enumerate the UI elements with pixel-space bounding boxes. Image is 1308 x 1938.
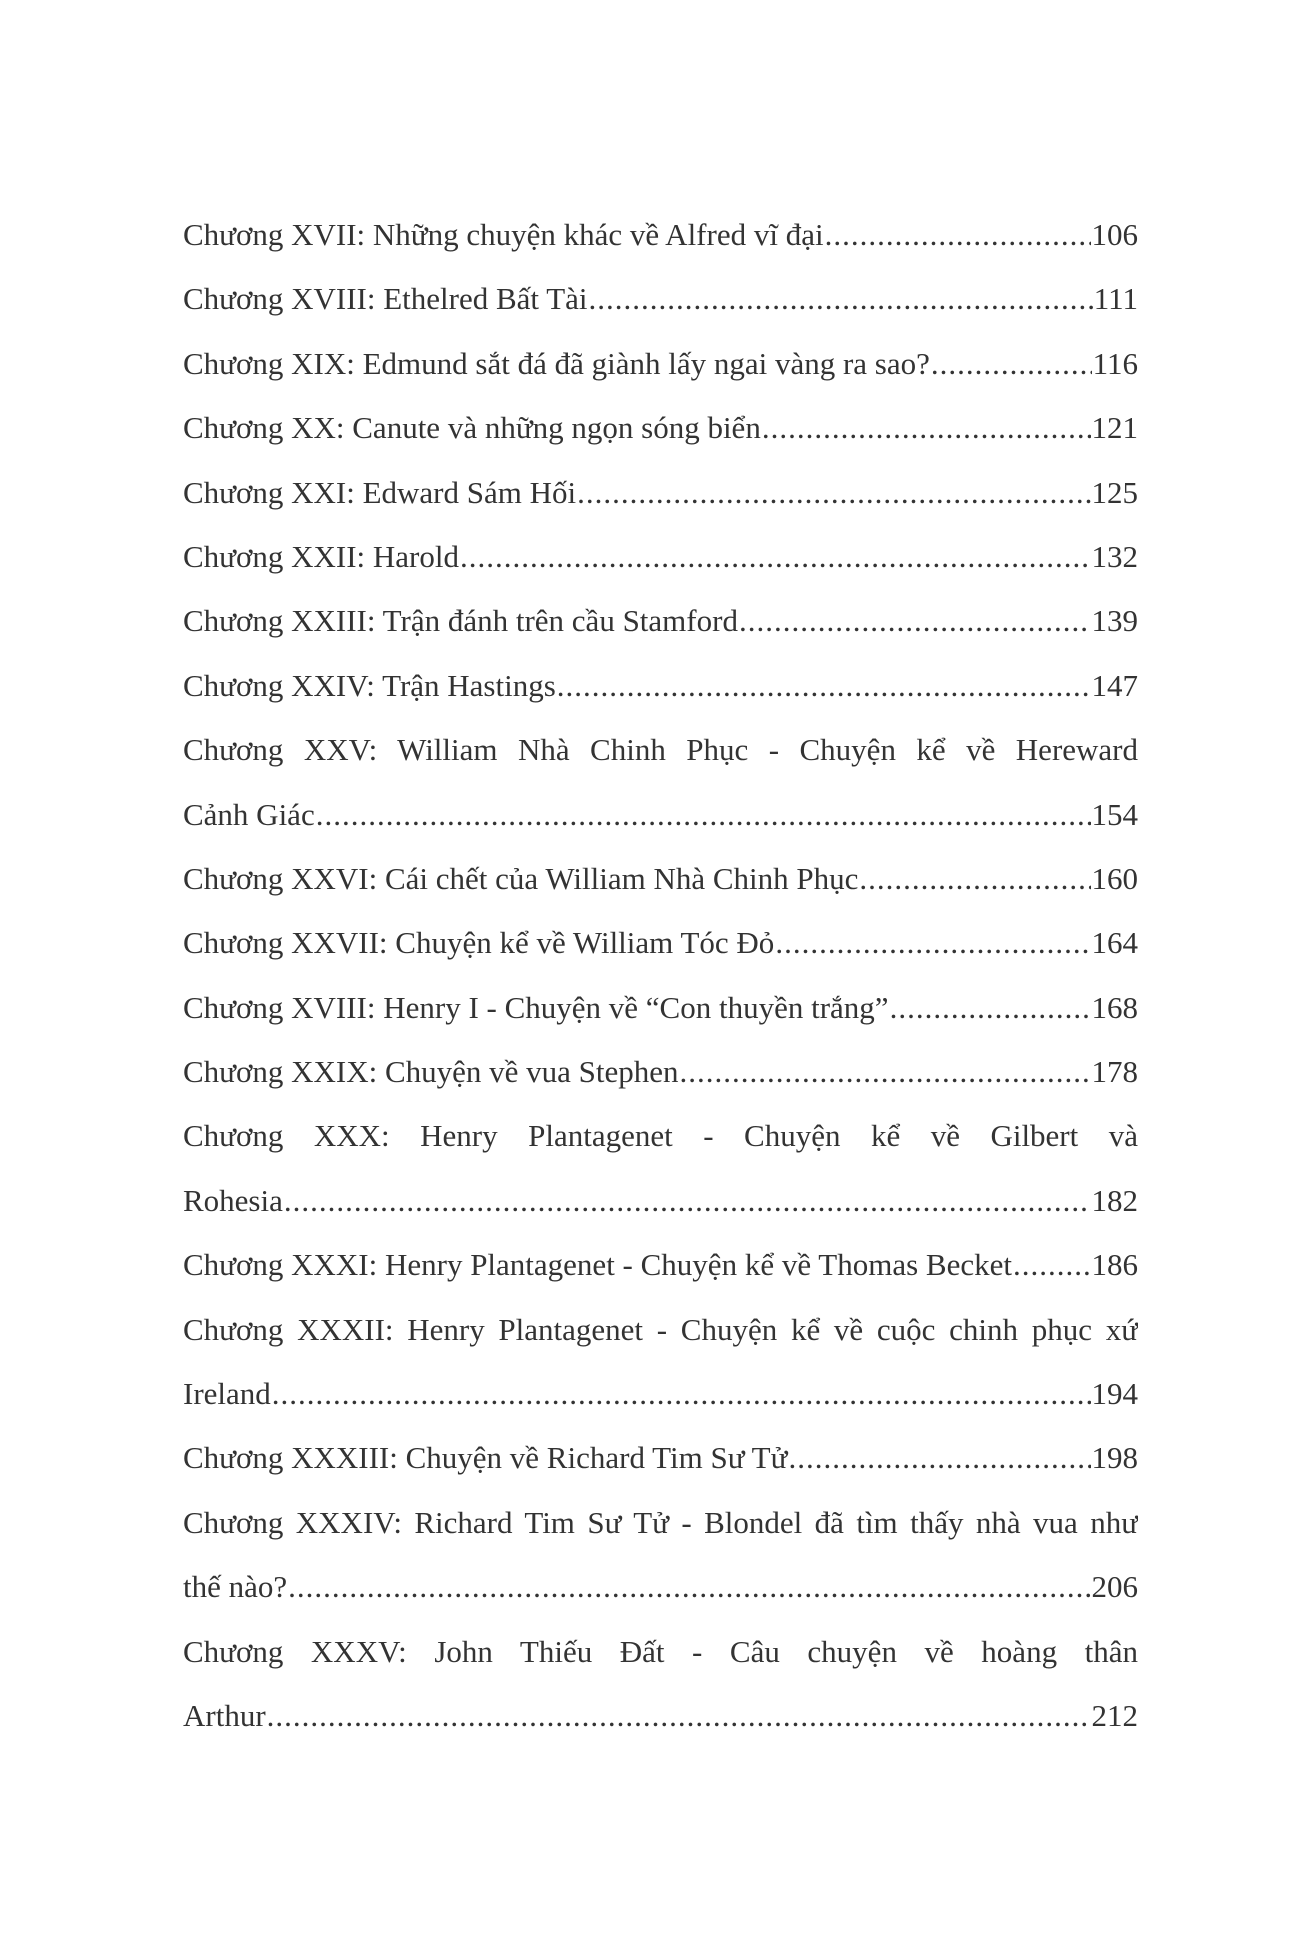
toc-entry [183,1684,1138,1748]
dot-leader [931,332,1092,396]
dot-leader [739,589,1091,653]
dot-leader [859,847,1090,911]
toc-entry-page: 212 [1091,1697,1138,1733]
toc-entry-page: 154 [1091,796,1138,832]
dot-leader [288,1555,1090,1619]
toc-entry [183,396,1138,460]
dot-leader [890,976,1091,1040]
toc-entry-page: 186 [1091,1247,1138,1283]
toc-entry-title: Chương XIX: Edmund sắt đá đã giành lấy ngai vàng ra sao? [183,345,930,381]
toc-entry-title: Ireland [183,1376,271,1412]
toc-entry [183,654,1138,718]
toc-entry [183,911,1138,975]
dot-leader [1013,1233,1091,1297]
toc-entry-first-line: Chương XXXII: Henry Plantagenet - Chuyện kể về cuộc chinh phục xứ [183,1311,1138,1347]
toc-entry-page: 194 [1091,1376,1138,1412]
toc-entry [183,783,1138,847]
toc-entry-page: 111 [1093,281,1138,317]
toc-entry-title: Chương XXI: Edward Sám Hối [183,474,577,510]
toc-entry [183,525,1138,589]
toc-entry-page: 168 [1091,989,1138,1025]
toc-entry [183,1233,1138,1297]
dot-leader [460,525,1091,589]
dot-leader [788,1426,1090,1490]
dot-leader [316,783,1091,847]
toc-entry-page: 116 [1092,345,1138,381]
toc-entry-page: 182 [1091,1182,1138,1218]
toc-entry-title: Chương XXIX: Chuyện về vua Stephen [183,1054,679,1090]
toc-entry-title: Chương XX: Canute và những ngọn sóng biển [183,410,761,446]
dot-leader [267,1684,1091,1748]
toc-entry-page: 121 [1091,410,1138,446]
toc-entry-title: Chương XXIV: Trận Hastings [183,667,556,703]
table-of-contents [183,203,1138,1748]
dot-leader [680,1040,1091,1104]
toc-entry-page: 164 [1091,925,1138,961]
toc-entry-first-line: Chương XXXV: John Thiếu Đất - Câu chuyện về hoàng thân [183,1633,1138,1669]
toc-entry [183,976,1138,1040]
dot-leader [589,267,1093,331]
toc-entry [183,1169,1138,1233]
toc-entry-title: Chương XXII: Harold [183,538,459,574]
toc-entry-title: Rohesia [183,1182,283,1218]
toc-entry [183,1362,1138,1426]
dot-leader [272,1362,1091,1426]
toc-entry-page: 132 [1091,538,1138,574]
toc-entry-title: Chương XVII: Những chuyện khác về Alfred vĩ đại [183,217,824,252]
toc-entry-title: Chương XXXIII: Chuyện về Richard Tim Sư Tử [183,1440,788,1476]
toc-entry [183,589,1138,653]
toc-entry-title: Cảnh Giác [183,796,315,832]
toc-entry-page: 198 [1091,1440,1138,1476]
toc-entry-first-line: Chương XXX: Henry Plantagenet - Chuyện kể về Gilbert và [183,1118,1138,1154]
toc-entry-first-line: Chương XXV: William Nhà Chinh Phục - Chuyện kể về Hereward [183,732,1138,768]
toc-entry [183,267,1138,331]
dot-leader [284,1169,1091,1233]
toc-entry-page: 147 [1091,667,1138,703]
toc-entry [183,1040,1138,1104]
toc-entry [183,203,1138,267]
dot-leader [775,911,1090,975]
toc-entry-page: 125 [1091,474,1138,510]
toc-entry-page: 206 [1091,1569,1138,1605]
toc-entry-title: Chương XXXI: Henry Plantagenet - Chuyện kể về Thomas Becket [183,1247,1012,1283]
dot-leader [577,461,1090,525]
toc-entry-title: Chương XXVI: Cái chết của William Nhà Chinh Phục [183,860,859,896]
toc-entry [183,332,1138,396]
toc-entry-title: Chương XXIII: Trận đánh trên cầu Stamford [183,603,738,639]
toc-entry-page: 160 [1091,860,1138,896]
toc-entry-page: 178 [1091,1054,1138,1090]
dot-leader [825,203,1091,267]
dot-leader [762,396,1091,460]
toc-entry-page: 139 [1091,603,1138,639]
toc-entry-title: Chương XVIII: Henry I - Chuyện về “Con thuyền trắng” [183,989,889,1025]
toc-entry-title: Chương XVIII: Ethelred Bất Tài [183,281,588,317]
toc-entry-first-line: Chương XXXIV: Richard Tim Sư Tử - Blondel đã tìm thấy nhà vua như [183,1504,1138,1540]
toc-entry [183,1426,1138,1490]
toc-entry [183,1555,1138,1619]
toc-entry-title: Chương XXVII: Chuyện kể về William Tóc Đỏ [183,925,775,961]
toc-entry [183,847,1138,911]
toc-entry-title: Arthur [183,1697,266,1733]
toc-entry-title: thế nào? [183,1569,288,1605]
dot-leader [557,654,1091,718]
toc-entry-page: 106 [1091,217,1138,252]
toc-entry [183,461,1138,525]
